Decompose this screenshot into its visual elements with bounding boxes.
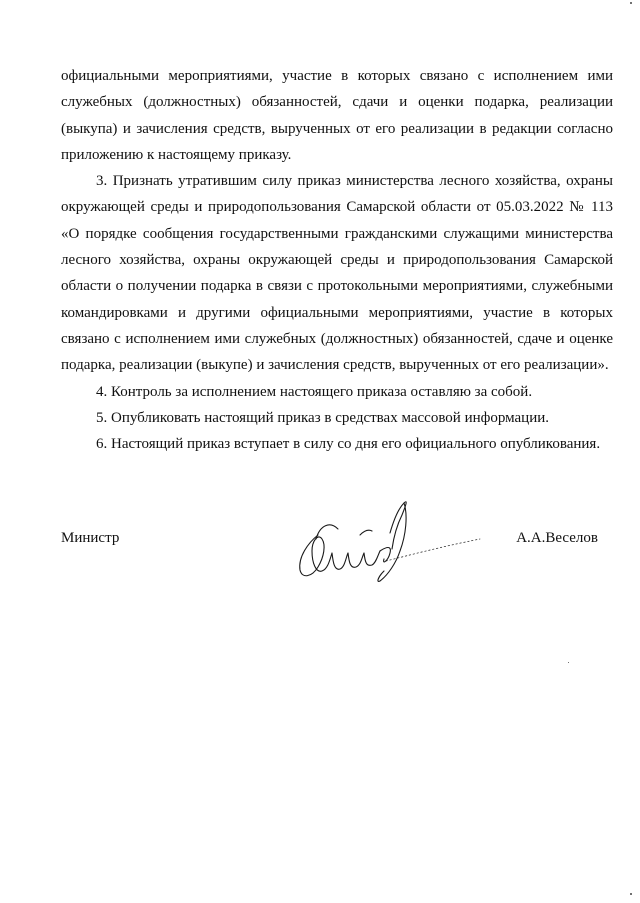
scan-speck [630,2,632,4]
handwritten-signature [290,495,490,590]
paragraph-item-3: 3. Признать утратившим силу приказ министерства лесного хозяйства, охраны окружающей среды и природопользования Самарской области от 05.03.2022 № 113 «О порядке сообщения государственными гражданскими служащими министерства лесного хозяйства, охраны окружающей среды и природопользования Самарской области о получении подарка в связи с протокольными мероприятиями, служебными командировками и другими официальными мероприятиями, участие в которых связано с исполнением ими служебных (должностных) обязанностей, сдаче и оценке подарка, реализации (выкупе) и зачисления средств, вырученных от его реализации». [61,173,613,374]
signatory-title: Министр [61,530,120,546]
scan-speck [630,893,632,895]
document-body [61,63,613,457]
paragraph-item-5: 5. Опубликовать настоящий приказ в средствах массовой информации. [96,409,550,426]
paragraph-continuation: официальными мероприятиями, участие в которых связано с исполнением ими служебных (должностных) обязанностей, сдачи и оценки подарка, реализации (выкупа) и зачисления средств, вырученных от его реализации в редакции согласно приложению к настоящему приказу. [61,68,613,163]
scan-speck [568,662,569,663]
paragraph-item-6: 6. Настоящий приказ вступает в силу со дня его официального опубликования. [96,436,601,453]
signatory-name: А.А.Веселов [516,530,598,546]
paragraph-item-4: 4. Контроль за исполнением настоящего приказа оставляю за собой. [96,383,533,400]
